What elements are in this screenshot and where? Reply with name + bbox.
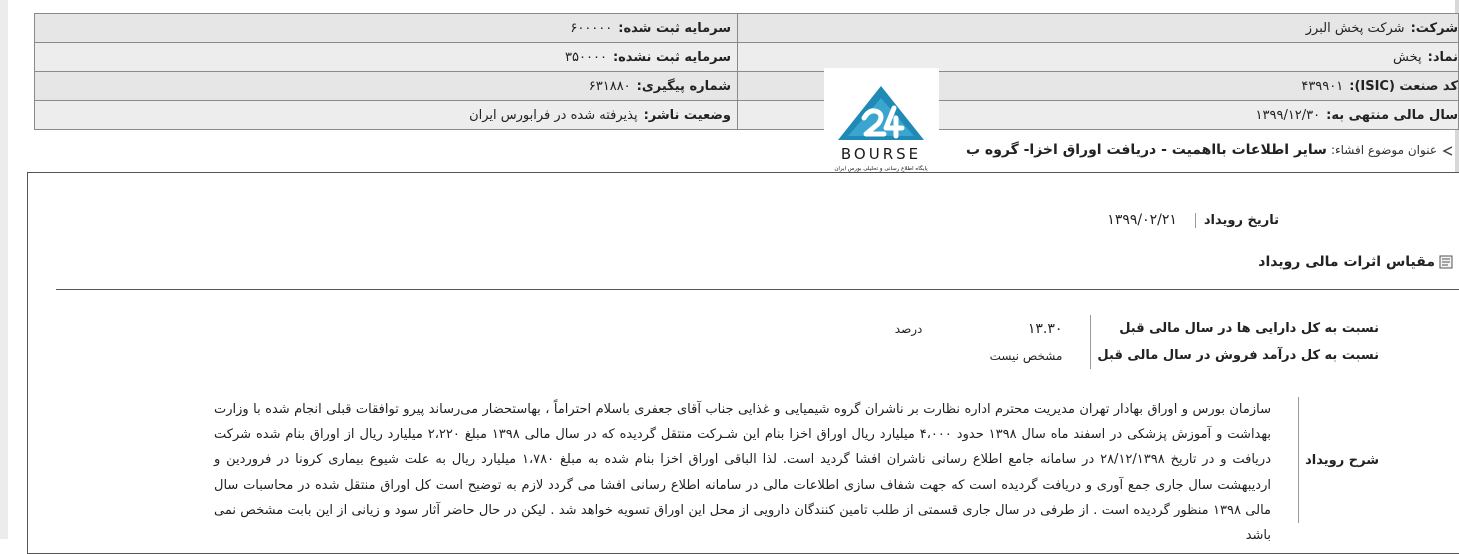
registered-capital-value: ۶۰۰۰۰۰ (570, 20, 613, 36)
event-description-label: شرح رویداد (1298, 397, 1379, 523)
bourse-logo-icon (824, 68, 939, 174)
tracking-cell (35, 72, 738, 101)
subject-value: سایر اطلاعات بااهمیت - دریافت اوراق اخزا- گروه ب (965, 142, 1327, 158)
fiscal-year-label: سال مالی منتهی به: (1326, 107, 1458, 123)
logo-wordmark: BOURSE (840, 145, 922, 163)
tracking-label: شماره پیگیری: (636, 78, 731, 94)
event-date-label: تاریخ رویداد (1195, 213, 1279, 228)
event-date-row (1107, 212, 1279, 228)
event-description-text: سازمان بورس و اوراق بهادار تهران مدیریت محترم اداره نظارت بر ناشران گروه شیمیایی و غذایی جناب آقای جعفری باسلام احتراماً ، بهاستحضار می‌رساند پیرو توافقات قبلی انجام شده با وزارت بهداشت و آموزش پزشکی در اسفند ماه سال ۱۳۹۸ حدود ۴،۰۰۰ میلیارد ریال اوراق اخزا بنام این شـرکت منتقل گردیده که در سال مالی ۱۳۹۸ مبلغ ۲،۲۲۰ میلیارد ریال از اوراق بنام شده شرکت دریافت و در تاریخ ۲۸/۱۲/۱۳۹۸ در سامانه جامع اطلاع رسانی ناشران افشا گردید است. لذا الباقی اوراق اخزا بنام شده به مبلغ ۱،۷۸۰ میلیارد ریال به علت شیوع بیماری کرونا در فروردین و اردیبهشت سال جاری جمع آوری و دریافت گردیده است که جهت شفاف سازی اطلاعات مالی در سامانه اطلاع رسانی افشا می گردد لازم به توضیح است کل اوراق منتقل شده در محاسبات سال مالی ۱۳۹۸ منظور گردیده است . از طرفی در سال جاری قسمتی از طلب تامین کنندگان دارویی از محل این اوراق تسویه خواهد شد . لیکن در حال حاضر آثار سود و زیانی از این بابت مشخص نمی باشد (214, 402, 1271, 544)
symbol-value: پخش (1393, 49, 1422, 65)
event-date-value: ۱۳۹۹/۰۲/۲۱ (1107, 212, 1177, 228)
ratio-unit: درصد (894, 321, 923, 336)
publisher-status-value: پذیرفته شده در فرابورس ایران (469, 107, 638, 123)
company-info-table (34, 13, 1459, 130)
unregistered-capital-cell (35, 43, 738, 72)
event-description (214, 397, 1379, 548)
disclosure-subject (966, 142, 1453, 158)
publisher-status-cell (35, 101, 738, 130)
arrow-left-icon (1441, 146, 1453, 156)
tracking-value: ۶۳۱۸۸۰ (588, 78, 631, 94)
company-cell (738, 14, 1459, 43)
logo-tagline: پایگاه اطلاع رسانی و تحلیلی بورس ایران (834, 166, 928, 172)
unregistered-capital-label: سرمایه ثبت نشده: (612, 49, 731, 65)
document-icon (1439, 255, 1453, 269)
info-row (35, 101, 1459, 130)
ratio-label: نسبت به کل دارایی ها در سال مالی قبل (1091, 315, 1379, 342)
isic-label: کد صنعت (ISIC): (1349, 78, 1458, 94)
ratio-unit (895, 342, 953, 369)
registered-capital-label: سرمایه ثبت شده: (618, 20, 731, 36)
company-value: شرکت پخش البرز (1305, 20, 1405, 36)
symbol-label: نماد: (1427, 49, 1458, 65)
isic-value: ۴۳۹۹۰۱ (1301, 78, 1344, 94)
unregistered-capital-value: ۳۵۰۰۰۰ (565, 49, 607, 65)
ratio-table (894, 315, 1379, 369)
fiscal-year-value: ۱۳۹۹/۱۲/۳۰ (1255, 107, 1321, 123)
financial-impact-title-text: مقیاس اثرات مالی رویداد (1258, 254, 1435, 270)
financial-impact-title (1258, 254, 1453, 270)
info-row (35, 14, 1459, 43)
ratio-row (895, 342, 1379, 369)
ratio-value: مشخص نیست (989, 348, 1063, 363)
publisher-status-label: وضعیت ناشر: (643, 107, 731, 123)
bourse-logo (824, 68, 939, 174)
registered-capital-cell (35, 14, 738, 43)
left-edge-strip (0, 0, 8, 539)
ratio-row (895, 315, 1379, 342)
section-divider (56, 289, 1459, 290)
info-row (35, 72, 1459, 101)
info-row (35, 43, 1459, 72)
ratio-value: ۱۳.۳۰ (1027, 320, 1063, 337)
subject-label: عنوان موضوع افشاء: (1330, 143, 1437, 157)
company-label: شرکت: (1410, 20, 1458, 36)
ratio-label: نسبت به کل درآمد فروش در سال مالی قبل (1091, 342, 1379, 369)
